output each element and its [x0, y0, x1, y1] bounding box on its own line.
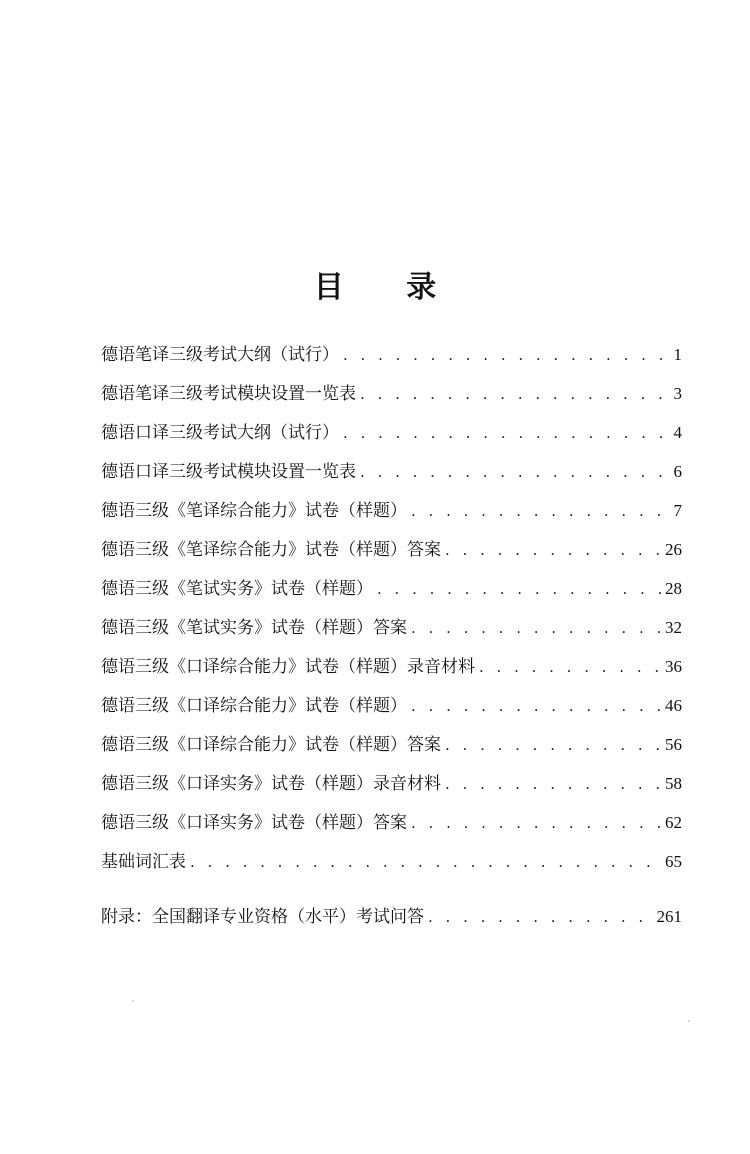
toc-entry-label: 德语笔译三级考试大纲（试行） — [101, 345, 339, 365]
toc-entry-label: 德语三级《口译综合能力》试卷（样题）答案 — [101, 735, 441, 755]
scan-speck — [688, 1020, 690, 1022]
toc-entry[interactable] — [101, 574, 682, 613]
toc-leader-dots — [411, 619, 661, 637]
toc-entry-label: 德语三级《口译综合能力》试卷（样题）录音材料 — [101, 657, 475, 677]
scan-speck — [132, 1000, 134, 1002]
toc-entry[interactable] — [101, 379, 682, 418]
toc-entry[interactable] — [101, 457, 682, 496]
toc-leader-dots — [411, 502, 670, 520]
toc-leader-dots — [190, 853, 661, 871]
toc-entry-page: 32 — [665, 618, 682, 637]
toc-entry-label: 基础词汇表 — [101, 852, 186, 872]
toc-entry-page: 7 — [673, 501, 682, 520]
toc-entry[interactable] — [101, 340, 682, 379]
toc-entry-label: 德语三级《笔试实务》试卷（样题） — [101, 579, 373, 599]
toc-entry[interactable] — [101, 613, 682, 652]
toc-entry-label: 德语笔译三级考试模块设置一览表 — [101, 384, 356, 404]
toc-entry-page: 36 — [665, 657, 682, 676]
toc-entry-page: 58 — [665, 774, 682, 793]
toc-entry-label: 德语三级《口译实务》试卷（样题）答案 — [101, 813, 407, 833]
toc-entry-label: 德语口译三级考试大纲（试行） — [101, 423, 339, 443]
toc-entry-label: 德语口译三级考试模块设置一览表 — [101, 462, 356, 482]
toc-leader-dots — [360, 385, 670, 403]
toc-entry[interactable] — [101, 691, 682, 730]
toc-entry-label: 德语三级《口译实务》试卷（样题）录音材料 — [101, 774, 441, 794]
toc-leader-dots — [343, 346, 670, 364]
toc-entry-label: 德语三级《口译综合能力》试卷（样题） — [101, 696, 407, 716]
toc-entry-page: 1 — [673, 345, 682, 364]
toc-entry-page: 261 — [656, 907, 682, 926]
toc-entry-page: 6 — [673, 462, 682, 481]
toc-entry-page: 28 — [665, 579, 682, 598]
toc-entry[interactable] — [101, 730, 682, 769]
toc-entry-page: 3 — [673, 384, 682, 403]
toc-entry-page: 26 — [665, 540, 682, 559]
toc-leader-dots — [445, 775, 661, 793]
toc-leader-dots — [445, 541, 661, 559]
toc-appendix-entry[interactable] — [101, 902, 682, 941]
toc-entry-page: 65 — [665, 852, 682, 871]
toc-entry[interactable] — [101, 769, 682, 808]
toc-entry-label: 德语三级《笔译综合能力》试卷（样题） — [101, 501, 407, 521]
toc-entry-page: 62 — [665, 813, 682, 832]
toc-entry[interactable] — [101, 808, 682, 847]
toc-entry[interactable] — [101, 847, 682, 886]
toc-entry-label: 德语三级《笔试实务》试卷（样题）答案 — [101, 618, 407, 638]
toc-entry[interactable] — [101, 496, 682, 535]
toc-leader-dots — [479, 658, 661, 676]
toc-entry-page: 4 — [673, 423, 682, 442]
table-of-contents — [101, 340, 682, 886]
toc-entry[interactable] — [101, 418, 682, 457]
toc-appendix — [101, 902, 682, 941]
page-title: 目 录 — [313, 270, 463, 305]
toc-entry-label: 附录：全国翻译专业资格（水平）考试问答 — [101, 907, 424, 927]
toc-leader-dots — [411, 814, 661, 832]
toc-leader-dots — [360, 463, 670, 481]
toc-leader-dots — [377, 580, 661, 598]
toc-entry-label: 德语三级《笔译综合能力》试卷（样题）答案 — [101, 540, 441, 560]
toc-leader-dots — [428, 908, 653, 926]
toc-entry-page: 56 — [665, 735, 682, 754]
toc-entry[interactable] — [101, 652, 682, 691]
toc-entry-page: 46 — [665, 696, 682, 715]
toc-entry[interactable] — [101, 535, 682, 574]
toc-leader-dots — [343, 424, 670, 442]
toc-leader-dots — [411, 697, 661, 715]
toc-leader-dots — [445, 736, 661, 754]
